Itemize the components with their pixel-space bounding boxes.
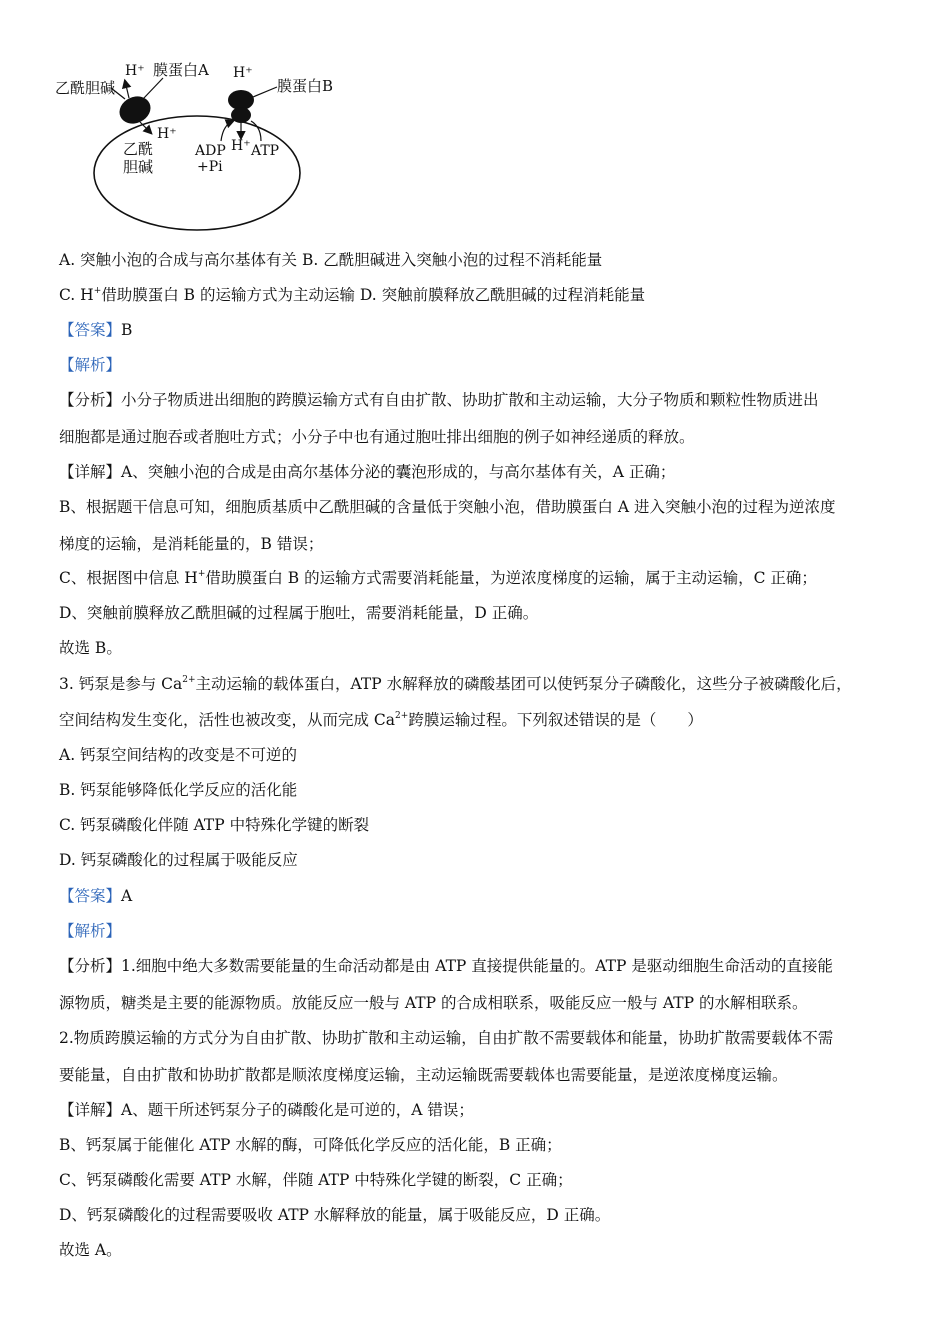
label-atp: ATP: [251, 143, 280, 159]
label-hplus-top-left: H⁺: [125, 63, 145, 79]
label-ach-inner-1: 乙酰: [123, 140, 154, 158]
synaptic-vesicle-diagram: [55, 55, 355, 235]
label-adp: ADP: [195, 143, 226, 159]
q2-xiangjie-b2: 梯度的运输，是消耗能量的，B 错误；: [59, 535, 324, 553]
arrow-hplus-out: [125, 81, 129, 98]
membrane-protein-b-bottom: [231, 107, 251, 123]
q3-option-b: B. 钙泵能够降低化学反应的活化能: [59, 781, 298, 799]
q3-answer: 【答案】A: [59, 887, 133, 905]
q2-xiangjie-c: C、根据图中信息 H+借助膜蛋白 B 的运输方式需要消耗能量，为逆浓度梯度的运输，属于主动运输，C 正确；: [59, 569, 817, 587]
q2-options-line-1: A. 突触小泡的合成与高尔基体有关 B. 乙酰胆碱进入突触小泡的过程不消耗能量: [59, 251, 603, 269]
label-hplus-inner: H⁺: [157, 126, 177, 142]
label-hplus-top-right: H⁺: [233, 65, 253, 81]
q3-fenxi-1: 【分析】1.细胞中绝大多数需要能量的生命活动都是由 ATP 直接提供能量的。ATP 是驱动细胞生命活动的直接能: [59, 957, 833, 975]
q3-fenxi-2: 源物质，糖类是主要的能源物质。放能反应一般与 ATP 的合成相联系，吸能反应一般与 ATP 的水解相联系。: [59, 994, 808, 1012]
q2-conclusion: 故选 B。: [59, 639, 122, 657]
q3-fenxi-4: 要能量，自由扩散和协助扩散都是顺浓度梯度运输，主动运输既需要载体也需要能量，是逆浓度梯度运输。: [59, 1066, 788, 1084]
q3-xiangjie-b: B、钙泵属于能催化 ATP 水解的酶，可降低化学反应的活化能，B 正确；: [59, 1136, 562, 1154]
label-protein-b: 膜蛋白B: [277, 77, 334, 95]
label-ach-left: 乙酰胆碱: [55, 79, 116, 97]
q3-xiangjie-d: D、钙泵磷酸化的过程需要吸收 ATP 水解释放的能量，属于吸能反应，D 正确。: [59, 1206, 611, 1224]
label-ach-inner-2: 胆碱: [123, 158, 154, 176]
pointer-line-protein-a: [143, 78, 163, 99]
q3-option-d: D. 钙泵磷酸化的过程属于吸能反应: [59, 851, 298, 869]
q2-fenxi-1: 【分析】小分子物质进出细胞的跨膜运输方式有自由扩散、协助扩散和主动运输，大分子物质和颗粒性物质进出: [59, 391, 819, 409]
q2-analysis-tag: 【解析】: [59, 356, 122, 374]
label-pi: +Pi: [197, 159, 223, 175]
label-hplus-inner-b: H⁺: [231, 138, 251, 154]
q3-conclusion: 故选 A。: [59, 1241, 122, 1259]
q2-xiangjie-b1: B、根据题干信息可知，细胞质基质中乙酰胆碱的含量低于突触小泡，借助膜蛋白 A 进入突触小泡的过程为逆浓度: [59, 498, 836, 516]
q3-option-c: C. 钙泵磷酸化伴随 ATP 中特殊化学键的断裂: [59, 816, 370, 834]
label-protein-a: 膜蛋白A: [153, 61, 209, 79]
q3-analysis-tag: 【解析】: [59, 922, 122, 940]
q2-xiangjie-d: D、突触前膜释放乙酰胆碱的过程属于胞吐，需要消耗能量，D 正确。: [59, 604, 539, 622]
q2-options-line-2: C. H+借助膜蛋白 B 的运输方式为主动运输 D. 突触前膜释放乙酰胆碱的过程消耗能量: [59, 286, 646, 304]
q2-fenxi-2: 细胞都是通过胞吞或者胞吐方式；小分子中也有通过胞吐排出细胞的例子如神经递质的释放。: [59, 428, 695, 446]
q3-stem-1: 3. 钙泵是参与 $Ca^{2+}$主动运输的载体蛋白，ATP 水解释放的磷酸基团可以使钙泵分子磷酸化，这些分子被磷酸化后，: [59, 675, 852, 693]
q3-xiangjie-c: C、钙泵磷酸化需要 ATP 水解，伴随 ATP 中特殊化学键的断裂，C 正确；: [59, 1171, 573, 1189]
q2-xiangjie-a: 【详解】A、突触小泡的合成是由高尔基体分泌的囊泡形成的，与高尔基体有关，A 正确；: [59, 463, 676, 481]
q3-xiangjie-a: 【详解】A、题干所述钙泵分子的磷酸化是可逆的，A 错误；: [59, 1101, 474, 1119]
pointer-line-protein-b: [253, 87, 277, 97]
q2-answer: 【答案】B: [59, 321, 133, 339]
q3-option-a: A. 钙泵空间结构的改变是不可逆的: [59, 746, 298, 764]
q3-fenxi-3: 2.物质跨膜运输的方式分为自由扩散、协助扩散和主动运输，自由扩散不需要载体和能量，协助扩散需要载体不需: [59, 1029, 834, 1047]
q3-stem-2: 空间结构发生变化，活性也被改变，从而完成 $Ca^{2+}$跨膜运输过程。下列叙述错误的是（ ）: [59, 711, 703, 729]
